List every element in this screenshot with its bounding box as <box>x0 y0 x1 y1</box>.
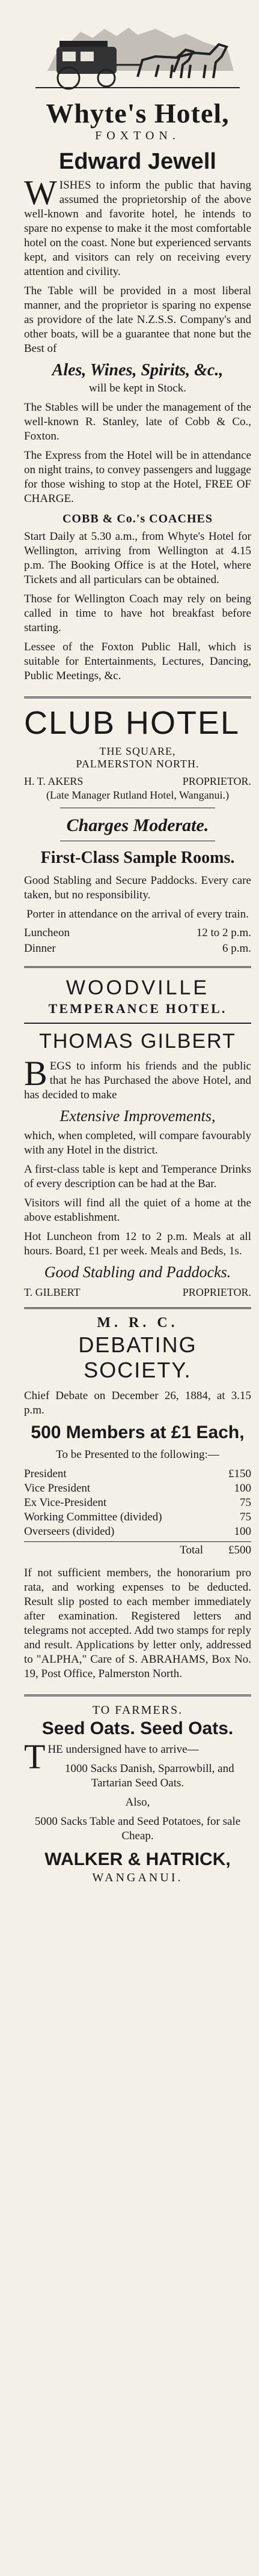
prize-row <box>24 1496 251 1510</box>
woodville-hotel-ad <box>24 976 251 1309</box>
hotel-name: TEMPERANCE HOTEL. <box>48 1001 227 1016</box>
breakfast-paragraph: Those for Wellington Coach may rely on being called in time to have hot breakfast before starting. <box>24 593 251 634</box>
seed-oats-heading: Seed Oats. Seed Oats. <box>41 1719 234 1738</box>
porter-paragraph: Porter in attendance on the arrival of every train. <box>26 908 249 921</box>
prize-row <box>24 1510 251 1525</box>
stock-line: will be kept in Stock. <box>88 382 186 395</box>
stables-paragraph: The Stables will be under the management of the well-known R. Stanley, late of Cobb & Co., Foxton. <box>24 401 251 443</box>
prize-row <box>24 1467 251 1481</box>
intro-paragraph: WISHES to inform the public that having assumed the proprietorship of the above well-known and favorite hotel, he intends to spare no expense to make it the most comfortable hotel on the coast. None but experienced servants kept, and visitors can rely on receiving every attention and civility. <box>24 173 251 278</box>
luncheon-label: Luncheon <box>24 927 70 939</box>
proprietor-name: Edward Jewell <box>59 149 216 174</box>
whyte-hotel-ad <box>24 5 251 698</box>
chief-debate-line: Chief Debate on December 26, 1884, at 3.15 p.m. <box>24 1389 251 1416</box>
hotel-town: PALMERSTON NORTH. <box>76 758 200 770</box>
luncheon-paragraph: Hot Luncheon from 12 to 2 p.m. Meals at all hours. Board, £1 per week. Meals and Beds, 1s. <box>24 1230 251 1257</box>
proprietor-name: THOMAS GILBERT <box>39 1030 236 1053</box>
table-paragraph: A first-class table is kept and Temperance Drinks of every description can be had at the Bar. <box>24 1163 251 1190</box>
oats-line: 1000 Sacks Danish, Sparrowbill, and Tartarian Seed Oats. <box>64 1762 234 1789</box>
express-paragraph: The Express from the Hotel will be in attendance on night trains, to convey passengers and luggage for those wishing to stop at the Hotel, FREE OF CHARGE. <box>24 449 251 505</box>
prize-label: Working Committee (divided) <box>24 1511 162 1523</box>
prize-value: 100 <box>234 1482 251 1495</box>
divider <box>24 1023 251 1024</box>
presented-line: To be Presented to the following:— <box>56 1448 219 1461</box>
proprietor-name: T. GILBERT <box>24 1286 81 1298</box>
dinner-row <box>24 942 251 955</box>
luncheon-time: 12 to 2 p.m. <box>196 927 251 939</box>
proprietor-label: PROPRIETOR. <box>182 775 251 787</box>
table-paragraph: The Table will be provided in a most liberal manner, and the proprietor is sparing no expense as providore of the late N.Z.S.S. Company's and other boats, will be a guarantee that none but the Best of <box>24 285 251 355</box>
stabling-paragraph: Good Stabling and Secure Paddocks. Every care taken, but no responsibility. <box>24 874 251 901</box>
improvements-paragraph: which, when completed, will compare favourably with any Hotel in the district. <box>24 1129 251 1156</box>
prize-label: Overseers (divided) <box>24 1525 115 1538</box>
prize-value: £150 <box>228 1468 251 1480</box>
hotel-name: CLUB HOTEL <box>24 705 240 741</box>
potatoes-line: 5000 Sacks Table and Seed Potatoes, for sale Cheap. <box>34 1815 241 1842</box>
coaches-paragraph: Start Daily at 5.30 a.m., from Whyte's Hotel for Wellington, arriving from Wellington at 4.15 p.m. The Booking Office is at the Hotel, where Tickets and all particulars can be obtained. <box>24 530 251 586</box>
prize-label: Vice President <box>24 1482 91 1495</box>
proprietor-label: PROPRIETOR. <box>182 1286 251 1298</box>
dinner-label: Dinner <box>24 942 56 955</box>
debating-society-ad <box>24 1315 251 1696</box>
seed-oats-ad <box>24 1704 251 1885</box>
total-label: Total <box>180 1544 203 1556</box>
paddocks-heading: Good Stabling and Paddocks. <box>44 1263 231 1281</box>
prize-list <box>24 1467 251 1558</box>
proprietor-name: H. T. AKERS <box>24 775 84 787</box>
prize-value: 100 <box>234 1525 251 1538</box>
proprietor-line <box>24 1286 251 1299</box>
stagecoach-illustration <box>35 5 240 95</box>
visitors-paragraph: Visitors will find all the quiet of a home at the above establishment. <box>24 1197 251 1224</box>
prize-value: 75 <box>240 1496 251 1509</box>
purchase-paragraph: BEGS to inform his friends and the public that he has Purchased the above Hotel, and has decided to make <box>24 1054 251 1101</box>
hotel-name: Whyte's Hotel, <box>46 98 230 128</box>
society-initials: M. R. C. <box>97 1315 178 1331</box>
charges-heading: Charges Moderate. <box>66 815 209 835</box>
also-line: Also, <box>125 1796 150 1809</box>
members-heading: 500 Members at £1 Each, <box>31 1423 245 1442</box>
farmers-heading: TO FARMERS. <box>92 1704 183 1717</box>
prize-label: Ex Vice-President <box>24 1496 107 1509</box>
firm-name: WALKER & HATRICK, <box>44 1849 231 1869</box>
conditions-paragraph: If not sufficient members, the honorarium pro rata, and working expenses to be deducted. Result slip posted to each member immediately after examination. Registered letters and telegrams not accepted. Add two stamps for reply and result. Applications by letter only, addressed to "ALPHA," Care of S. ABRAHAMS, Box No. 19, Post Office, Palmerston North. <box>24 1567 251 1680</box>
firm-town: WANGANUI. <box>92 1871 183 1884</box>
hotel-town: FOXTON. <box>95 129 180 142</box>
improvements-heading: Extensive Improvements, <box>59 1107 216 1125</box>
prize-label: President <box>24 1468 67 1480</box>
prize-row <box>24 1525 251 1539</box>
club-hotel-ad <box>24 704 251 968</box>
society-name: DEBATING SOCIETY. <box>78 1332 197 1382</box>
ales-heading: Ales, Wines, Spirits, &c., <box>52 361 224 379</box>
prize-total-row <box>24 1541 251 1558</box>
arrival-line: THE undersigned have to arrive— <box>24 1737 199 1776</box>
total-value: £500 <box>228 1544 251 1556</box>
prize-row <box>24 1481 251 1496</box>
sample-rooms-heading: First-Class Sample Rooms. <box>40 848 235 867</box>
hotel-street: THE SQUARE, <box>99 745 176 757</box>
proprietor-line <box>24 775 251 788</box>
luncheon-row <box>24 927 251 940</box>
hotel-town: WOODVILLE <box>66 976 210 999</box>
dinner-time: 6 p.m. <box>222 942 251 955</box>
public-hall-paragraph: Lessee of the Foxton Public Hall, which is suitable for Entertainments, Lectures, Dancing, Public Meetings, &c. <box>24 641 251 682</box>
advert-column <box>24 0 251 1885</box>
prize-value: 75 <box>240 1511 251 1523</box>
coaches-heading: COBB & Co.'s COACHES <box>62 512 213 525</box>
late-manager-note: (Late Manager Rutland Hotel, Wanganui.) <box>46 789 230 801</box>
